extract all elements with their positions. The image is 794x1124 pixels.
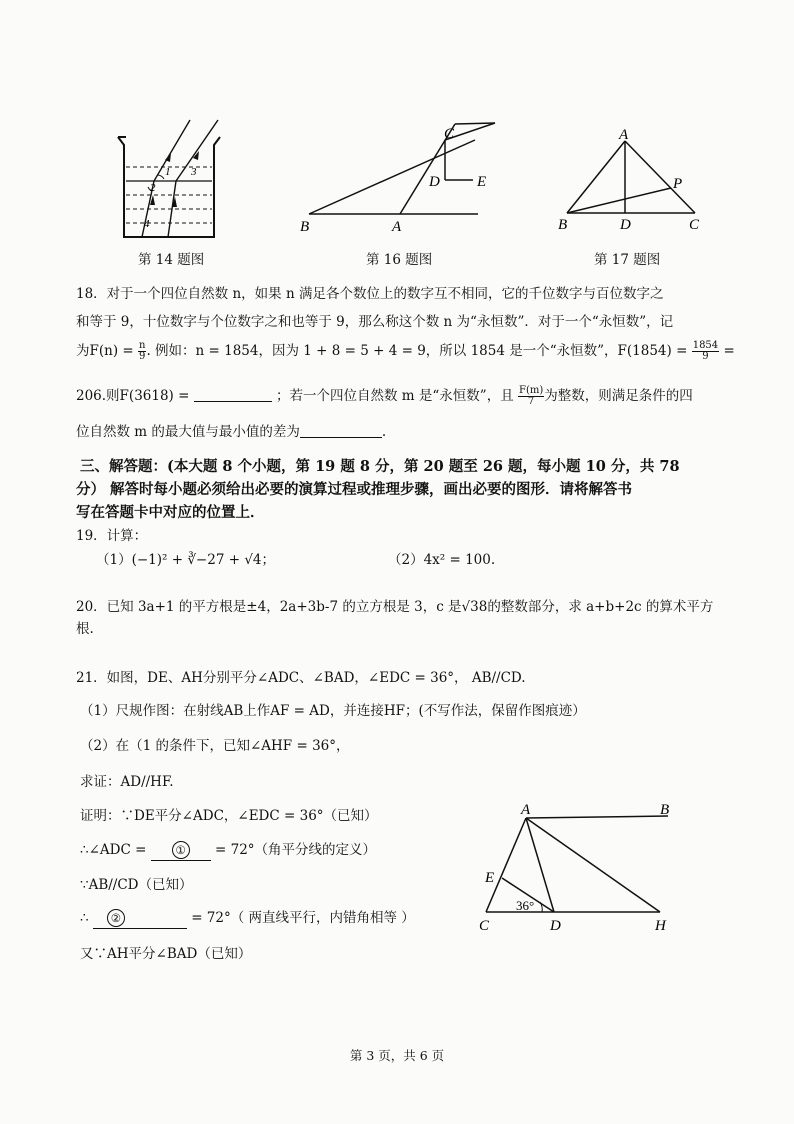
q19-title: 19．计算： xyxy=(76,528,148,544)
q18-equals: = xyxy=(723,343,735,359)
figure-17-caption: 第 17 题图 xyxy=(594,252,661,268)
q21-blank-1[interactable] xyxy=(151,840,211,861)
page-number: 第 3 页，共 6 页 xyxy=(349,1048,445,1063)
q20-line-2: 根. xyxy=(76,621,94,637)
q18-line-4 xyxy=(76,386,693,407)
q18-fraction-fm7: $\frac{F(m)}{7}$ xyxy=(519,385,544,407)
q21-proof-4 xyxy=(80,908,415,929)
section-3-heading-3: 写在答题卡中对应的位置上． xyxy=(76,504,265,521)
fig16-label-E: E xyxy=(477,174,487,190)
q18-condition-end: 为整数，则满足条件的四 xyxy=(544,388,693,404)
fig21-label-C: C xyxy=(479,918,490,934)
fig14-label-4: 4 xyxy=(144,218,150,230)
fig17-label-C: C xyxy=(689,217,700,233)
q18-condition: ；若一个四位自然数 m 是“永恒数”，且 xyxy=(276,388,514,404)
q20-line-1: 20．已知 3a+1 的平方根是±4，2a+3b-7 的立方根是 3，c 是√38的整数部分，求 a+b+2c 的算术平方 xyxy=(76,599,714,615)
q18-fraction-1854: $\frac{1854}{9}$ xyxy=(692,340,719,362)
figure-21-diagram xyxy=(470,798,685,938)
q18-fn-def: 为F(n) = xyxy=(76,343,134,359)
q21-proof-4-rhs: = 72°（ 两直线平行，内错角相等 ） xyxy=(191,910,415,926)
q19-part-1: （1）(−1)² + ∛−27 + √4； xyxy=(96,552,276,568)
figure-16-diagram xyxy=(295,118,505,238)
q18-diff: 位自然数 m 的最大值与最小值的差为 xyxy=(76,424,300,440)
q21-line-1: 21．如图，DE、AH分别平分∠ADC、∠BAD，∠EDC = 36°， AB//CD. xyxy=(76,670,526,686)
fig17-label-P: P xyxy=(673,176,683,192)
q19-part-2: （2）4x² = 100. xyxy=(388,552,496,568)
q21-line-4: 求证：AD//HF. xyxy=(80,774,174,790)
fig16-label-B: B xyxy=(300,219,310,235)
fig21-label-E: E xyxy=(485,870,495,886)
fig21-angle-label: 36° xyxy=(516,898,535,913)
fig21-label-B: B xyxy=(660,802,670,818)
figure-14-caption: 第 14 题图 xyxy=(138,252,205,268)
fig14-label-2: 2 xyxy=(150,182,156,194)
q18-f3618: 206.则F(3618) = xyxy=(76,388,190,404)
fig14-label-3: 3 xyxy=(191,166,197,178)
q21-line-3: （2）在（1 的条件下，已知∠AHF = 36°， xyxy=(80,738,350,754)
section-3-heading-2: 分） 解答时每小题必须给出必要的演算过程或推理步骤，画出必要的图形．请将解答书 xyxy=(76,481,633,498)
q21-proof-3: ∵AB//CD（已知） xyxy=(80,877,193,893)
fig16-label-C: C xyxy=(444,126,455,142)
q21-blank-2-marker: ② xyxy=(107,909,125,927)
fig17-label-D: D xyxy=(620,217,631,233)
q18-fraction-n9: $\frac{n}{9}$ xyxy=(139,340,146,362)
q18-example: . 例如：n = 1854，因为 1 + 8 = 5 + 4 = 9，所以 1854 是一个“永恒数”，F(1854) = xyxy=(146,343,688,359)
fig16-label-A: A xyxy=(392,219,402,235)
q21-proof-2-rhs: = 72°（角平分线的定义） xyxy=(215,842,377,858)
fig17-label-B: B xyxy=(558,217,568,233)
fig21-label-H: H xyxy=(655,918,666,934)
q21-proof-5: 又∵AH平分∠BAD（已知） xyxy=(80,946,252,962)
q21-proof-1: 证明：∵DE平分∠ADC，∠EDC = 36°（已知） xyxy=(80,808,378,824)
q18-line-3 xyxy=(76,341,735,362)
q18-line-5 xyxy=(76,422,386,442)
fig21-label-D: D xyxy=(550,918,561,934)
q18-line-1: 18．对于一个四位自然数 n，如果 n 满足各个数位上的数字互不相同，它的千位数字与百位数字之 xyxy=(76,286,664,302)
fig16-label-D: D xyxy=(429,174,440,190)
q18-answer-blank-2[interactable] xyxy=(300,423,382,438)
fig17-label-A: A xyxy=(619,127,629,143)
section-3-heading-1: 三、解答题：(本大题 8 个小题，第 19 题 8 分，第 20 题至 26 题，每小题 10 分，共 78 xyxy=(80,458,680,475)
q21-proof-2-lhs: ∴∠ADC = xyxy=(80,842,147,858)
figure-14-diagram xyxy=(110,115,230,245)
q18-period: . xyxy=(381,424,387,440)
fig14-label-1: 1 xyxy=(165,166,171,178)
q21-proof-2 xyxy=(80,840,376,861)
q18-answer-blank-1[interactable] xyxy=(194,387,272,402)
figure-16-caption: 第 16 题图 xyxy=(366,252,433,268)
figure-17-diagram xyxy=(555,125,705,237)
q21-blank-1-marker: ① xyxy=(172,841,190,859)
q21-proof-4-lhs: ∴ xyxy=(80,910,89,926)
q21-blank-2[interactable] xyxy=(93,908,187,929)
q21-line-2: （1）尺规作图：在射线AB上作AF = AD，并连接HF；(不写作法，保留作图痕迹） xyxy=(80,703,586,719)
q18-line-2: 和等于 9，十位数字与个位数字之和也等于 9，那么称这个数 n 为“永恒数”．对于一个“永恒数”，记 xyxy=(76,314,674,330)
fig21-label-A: A xyxy=(521,802,531,818)
